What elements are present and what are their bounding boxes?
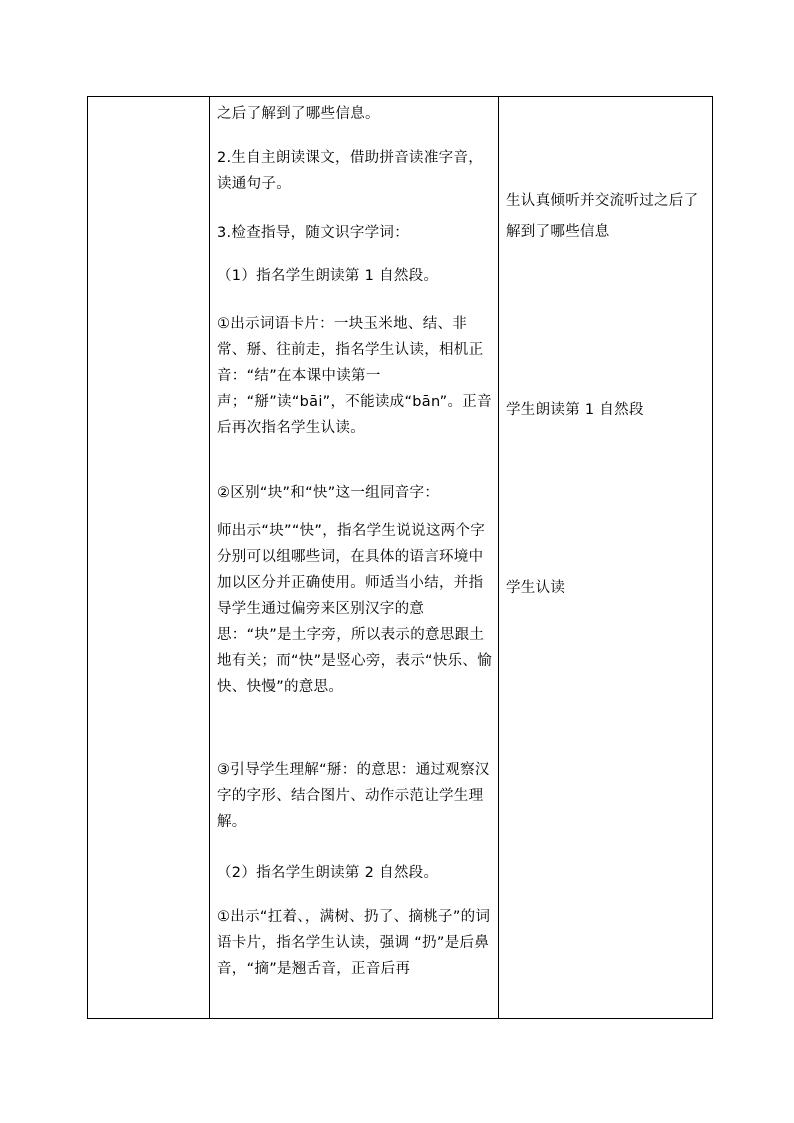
paragraph: ①出示“扛着、，满树、扔了、摘桃子”的词语卡片，指名学生认读，强调 “扔”是后鼻音，“摘”是翘舌音，正音后再 <box>217 909 491 977</box>
student-activity: 生认真倾听并交流听过之后了解到了哪些信息 <box>506 193 699 240</box>
paragraph: ③引导学生理解“掰：的意思：通过观察汉字的字形、结合图片、动作示范让学生理解。 <box>217 762 490 830</box>
paragraph: （2）指名学生朗读第 2 自然段。 <box>217 865 439 881</box>
paragraph: ②区别“块”和“快”这一组同音字： <box>217 485 440 501</box>
student-activity: 学生认读 <box>506 580 566 596</box>
paragraph: 2.生自主朗读课文，借助拼音读准字音，读通句子。 <box>217 150 484 192</box>
student-activity: 学生朗读第 1 自然段 <box>506 402 644 418</box>
teacher-activity-column <box>211 97 493 1018</box>
paragraph: （1）指名学生朗读第 1 自然段。 <box>217 268 439 284</box>
paragraph: 3.检查指导，随文识字学词： <box>217 225 410 241</box>
paragraph: 之后了解到了哪些信息。 <box>217 106 380 122</box>
paragraph: ①出示词语卡片：一块玉米地、结、非常、掰、往前走，指名学生认读，相机正音：“结”在本课中读第一声；“掰”读“bāi”，不能读成“bān”。正音后再次指名学生认读。 <box>217 316 492 436</box>
column-divider <box>209 97 210 1018</box>
paragraph: 师出示“块”“快”，指名学生说说这两个字分别可以组哪些词，在具体的语言环境中加以区分并正确使用。师适当小结，并指导学生通过偏旁来区别汉字的意思：“块”是土字旁，所以表示的意思跟土地有关；而“快”是竖心旁，表示“快乐、愉快、快慢”的意思。 <box>217 523 493 695</box>
student-activity-column <box>499 97 711 1018</box>
lesson-table <box>87 96 713 1019</box>
